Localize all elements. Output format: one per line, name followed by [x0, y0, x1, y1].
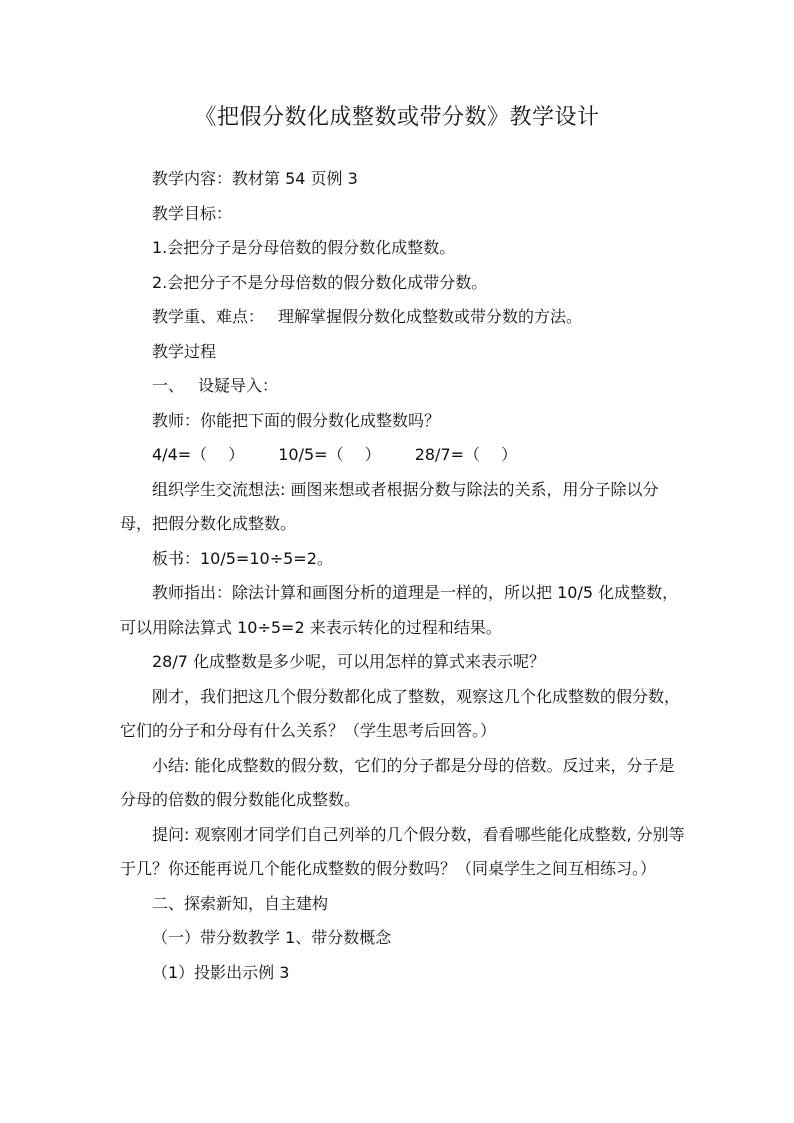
- key-points-text: 理解掌握假分数化成整数或带分数的方法。: [278, 307, 583, 326]
- exercise-item: 10/5=（ ）: [278, 445, 381, 464]
- exercise-item: 4/4=（ ）: [152, 445, 245, 464]
- board-writing: 板书：10/5=10÷5=2。: [152, 548, 333, 568]
- teacher-question: 教师：你能把下面的假分数化成整数吗？: [152, 410, 441, 430]
- key-points: [120, 300, 690, 335]
- section-number: 一、: [152, 376, 185, 395]
- section-title: 设疑导入：: [198, 376, 279, 395]
- paragraph: 教师指出：除法计算和画图分析的道理是一样的，所以把 10/5 化成整数，可以用除法算式 10÷5=2 来表示转化的过程和结果。: [120, 583, 679, 637]
- document-body: [120, 162, 690, 990]
- section-heading: 二、探索新知，自主建构: [152, 893, 329, 913]
- objective-item: 1.会把分子是分母倍数的假分数化成整数。: [152, 238, 456, 257]
- section-heading: [120, 369, 690, 404]
- objective-item: 2.会把分子不是分母倍数的假分数化成带分数。: [152, 272, 488, 292]
- summary: 小结: 能化成整数的假分数，它们的分子都是分母的倍数。反过来，分子是分母的倍数的假分数能化成整数。: [120, 755, 675, 809]
- objectives-heading: 教学目标：: [152, 203, 233, 223]
- exercise-row: [120, 438, 690, 473]
- exercise-item: 28/7=（ ）: [414, 445, 518, 464]
- subsection-heading: （一）带分数教学 1、带分数概念: [152, 928, 392, 947]
- paragraph: 组织学生交流想法: 画图来想或者根据分数与除法的关系，用分子除以分母，把假分数化成整数。: [120, 479, 659, 533]
- key-points-label: 教学重、难点：: [152, 307, 265, 326]
- page-title: 《把假分数化成整数或带分数》教学设计: [194, 105, 600, 130]
- paragraph: 28/7 化成整数是多少呢，可以用怎样的算式来表示呢？: [152, 652, 546, 671]
- paragraph: 刚才，我们把这几个假分数都化成了整数，观察这几个化成整数的假分数，它们的分子和分母有什么关系？（学生思考后回答。）: [120, 686, 681, 740]
- paragraph: 提问: 观察刚才同学们自己列举的几个假分数，看看哪些能化成整数, 分别等于几？你还能再说几个能化成整数的假分数吗？（同桌学生之间互相练习。）: [120, 824, 685, 878]
- list-item: （1）投影出示例 3: [152, 962, 290, 982]
- teaching-content: 教学内容：教材第 54 页例 3: [152, 169, 358, 188]
- process-heading: 教学过程: [152, 341, 217, 361]
